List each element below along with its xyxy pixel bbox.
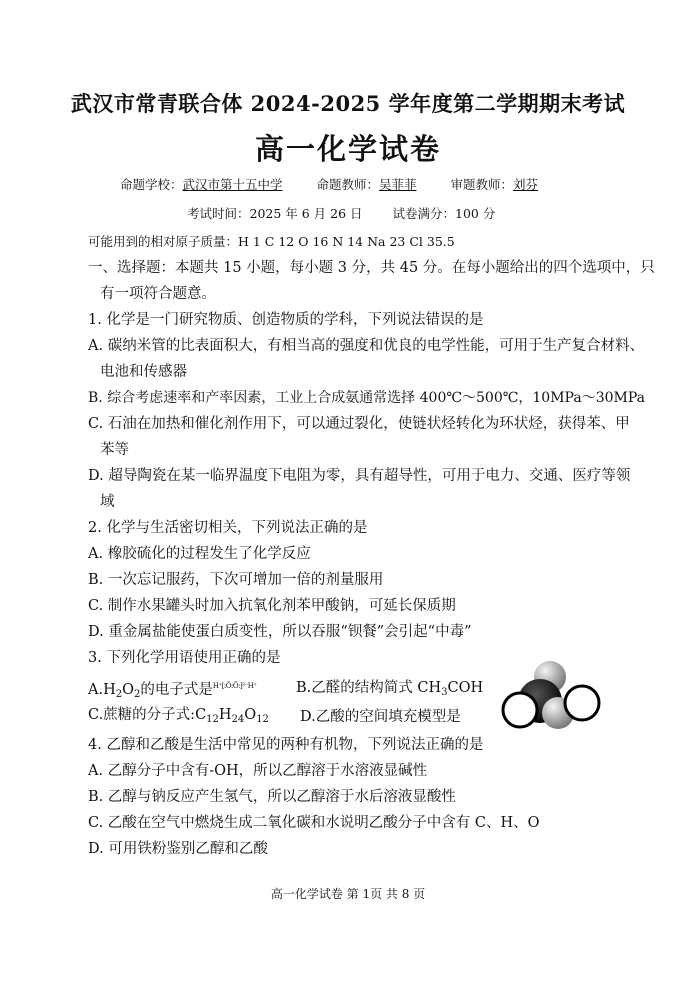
exam-title: 武汉市常青联合体 2024-2025 学年度第二学期期末考试 [70,91,626,116]
section-intro-cont: 有一项符合题意。 [100,286,216,302]
page-footer: 高一化学试卷 第 1页 共 8 页 [270,887,426,901]
teacher-name: 吴菲菲 [379,177,417,192]
q3-option-b [296,678,483,703]
q4-option-a: A. 乙醇分子中含有-OH，所以乙醇溶于水溶液显碱性 [88,763,428,779]
q3-option-a [88,676,257,705]
q2-option-b: B. 一次忘记服药，下次可增加一倍的剂量服用 [88,572,384,588]
q4-option-d: D. 可用铁粉鉴别乙醇和乙酸 [88,841,268,857]
teacher-label: 命题教师： [316,177,380,192]
q2-option-c: C. 制作水果罐头时加入抗氧化剂苯甲酸钠，可延长保质期 [88,598,456,614]
q4-stem: 4. 乙醇和乙酸是生活中常见的两种有机物，下列说法正确的是 [88,737,484,753]
q3-a-mid: O [122,682,134,698]
q3-option-c [88,705,269,730]
author-info [120,175,538,195]
q3-c-h: H [218,707,232,723]
q3-b-end: COH [447,680,484,696]
q2-option-a: A. 橡胶硫化的过程发生了化学反应 [88,546,311,562]
q1-option-c: C. 石油在加热和催化剂作用下，可以通过裂化，使链状烃转化为环状烃，获得苯、甲 [88,416,630,432]
reviewer-label: 审题教师： [450,177,514,192]
q3-b-text: B.乙醛的结构简式 CH [296,680,442,696]
q3-a-electron-formula: H⁺[:Ö:Ö:]²⁻H⁺ [212,682,257,690]
school-name: 武汉市第十五中学 [182,177,283,192]
exam-subject-title: 高一化学试卷 [254,132,441,166]
q2-option-d: D. 重金属盐能使蛋白质变性，所以吞服“钡餐”会引起“中毒” [88,624,472,640]
section-intro: 一、选择题：本题共 15 小题，每小题 3 分，共 45 分。在每小题给出的四个选项中，只 [88,260,655,276]
q4-option-b: B. 乙醇与钠反应产生氢气，所以乙醇溶于水后溶液显酸性 [88,789,456,805]
q3-a-text: 的电子式是 [140,682,213,698]
acetic-acid-space-filling-model [500,657,612,739]
q1-option-a-cont: 电池和传感器 [100,364,187,380]
q3-a-sub1: 2 [115,689,123,700]
q3-option-d: D.乙酸的空间填充模型是 [300,709,461,725]
q2-stem: 2. 化学与生活密切相关，下列说法正确的是 [88,520,368,536]
oxygen-atom-left [503,693,537,727]
exam-time-info [187,204,495,224]
q1-option-c-cont: 苯等 [100,442,129,458]
q1-stem: 1. 化学是一门研究物质、创造物质的学科，下列说法错误的是 [88,312,484,328]
school-label: 命题学校： [120,177,183,192]
q1-option-b: B. 综合考虑速率和产率因素，工业上合成氨通常选择 400℃～500℃，10MPa～30MPa [88,390,645,406]
exam-full-score: 试卷满分：100 分 [392,206,496,221]
q3-c-o: O [244,707,257,723]
oxygen-atom-right [565,686,599,720]
q3-stem: 3. 下列化学用语使用正确的是 [88,650,281,666]
reviewer-name: 刘芬 [513,177,539,192]
q1-option-a: A. 碳纳米管的比表面积大，有相当高的强度和优良的电学性能，可用于生产复合材料、 [88,338,645,354]
q3-c-sub2: 24 [231,714,245,725]
q3-c-sub3: 12 [256,714,269,725]
q3-a-sub2: 2 [134,689,141,700]
q3-c-sub1: 12 [206,714,219,725]
q1-option-d: D. 超导陶瓷在某一临界温度下电阻为零，具有超导性，可用于电力、交通、医疗等领 [88,468,631,484]
atomic-mass-line: 可能用到的相对原子质量：H 1 C 12 O 16 N 14 Na 23 Cl 35.5 [88,234,455,249]
exam-date: 考试时间：2025 年 6 月 26 日 [187,206,363,221]
q3-c-text: C.蔗糖的分子式:C [88,707,207,723]
q3-b-sub: 3 [441,687,448,698]
q1-option-d-cont: 域 [100,494,115,510]
q4-option-c: C. 乙酸在空气中燃烧生成二氧化碳和水说明乙酸分子中含有 C、H、O [88,815,540,831]
q3-a-prefix: A.H [88,682,116,698]
